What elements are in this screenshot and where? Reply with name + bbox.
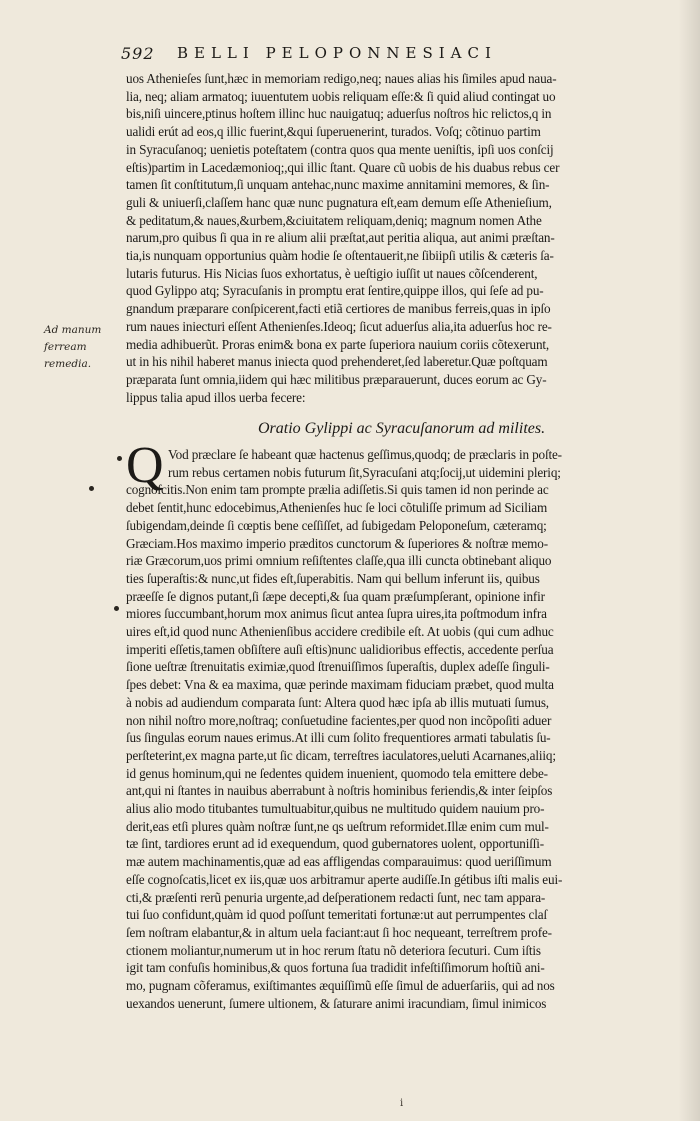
- text-line: ſem noſtram elabantur,& in altum uela faciant:aut ſi hoc nequeant, terreſtrem profe-: [126, 924, 552, 940]
- text-line: perſteterint,ex magna parte,ut ſic dicam, terreſtres iaculatores,ueluti Acarnanes,aliiq;: [126, 747, 556, 763]
- text-line: alius alio modo titubantes tumultuabitur,quibus ne multitudo quidem nauium pro-: [126, 801, 545, 817]
- section-heading: Oratio Gylippi ac Syracuſanorum ad milites.: [258, 420, 546, 437]
- text-line: à nobis ad audiendum comparata ſunt: Altera quod hæc ipſa ab illis mutuati ſumus,: [126, 694, 549, 710]
- text-line: ſpes debet: Vna & ea maxima, quæ perinde maximam fiduciam præbet, quod multa: [126, 677, 554, 693]
- text-line: igit tam confuſis hominibus,& quos fortuna ſua tradidit infeſtiſſimorum hoſtiũ ani-: [126, 960, 545, 976]
- running-title: BELLI PELOPONNESIACI: [177, 44, 497, 62]
- text-line: ant,qui ni ſtantes in nauibus aberrabunt à noſtris hominibus feriendis,& inter ſeipſos: [126, 783, 553, 799]
- text-line: cti,& præſenti rerũ penuria urgente,ad deſperationem redacti ſunt, nec tam appara-: [126, 889, 546, 905]
- paragraph-2: [126, 446, 680, 1013]
- page-number: 592: [121, 44, 155, 63]
- text-line: Græciam.Hos maximo imperio præditos cunctorum & ſuperiores & noſtræ memo-: [126, 535, 548, 551]
- text-line: ualidi erút ad eos,q illic fuerint,&qui ſuperuenerint, turados. Voſq; cõtinuo partim: [126, 124, 541, 140]
- text-line: uexandos uenerunt, ſumere ultionem, & ſaturare animi iracundiam, ſimul inimicos: [126, 995, 547, 1011]
- text-line: riæ Græcorum,uos primi omnium reſiſtentes claſſe,qua illi cuncta obtinebant aliquo: [126, 553, 552, 569]
- text-line: mæ autem machinamentis,quæ ad eas affligendas comparauimus: quod ueriſſimum: [126, 854, 552, 870]
- text-line: eſſe cognoſcatis,licet ex iis,quæ uos arbitramur aperte audiſſe.In gétibus iſti malis eui-: [126, 871, 563, 887]
- page-header: [121, 44, 681, 68]
- footer-mark: i: [400, 1098, 404, 1109]
- text-line: tui ſuo confidunt,quàm id quod poſſunt temeritati fortunæ:ut aut perrumpentes claſ: [126, 907, 547, 923]
- text-line: gnandum præparare conſpicerent,facti etiã certiores de manibus ferreis,quas in ipſo: [126, 301, 551, 317]
- text-line: miores ſuccumbant,horum mox animus ſicut antea ſupra uires,ita poſtmodum infra: [126, 606, 547, 622]
- text-line: rum naues iniecturi eſſent Athenienſes.Ideoq; ſicut aduerſus alia,ita aduerſus hoc re-: [126, 318, 552, 334]
- text-line: derit,eas etſi plures quàm noſtræ ſunt,ne qs ueſtrum reformidet.Illæ enim cum mul-: [126, 818, 549, 834]
- page-edge-shadow: [678, 0, 700, 1121]
- ink-dot-mark: [117, 456, 122, 461]
- text-line: imperiti eſſetis,tamen obſiſtere auſi eſtis)nunc ualidioribus effectis, accedente perſua: [126, 641, 554, 657]
- text-line: debet ſentit,hunc edocebimus,Athenienſes huc ſe loci cõtuliſſe primum ad Siciliam: [126, 500, 548, 516]
- paragraph-1: [126, 70, 680, 406]
- text-line: lutaris futurus. His Nicias ſuos exhortatus, è ueſtigio iuſſit ut naues cõſcenderent,: [126, 265, 538, 281]
- text-line: eſtis)partim in Lacedæmonioq;,qui illic ſtant. Quare cũ uobis de his duabus rebus cer: [126, 159, 560, 175]
- text-line: narum,pro quibus ſi qua in re alium alii præſtat,aut peritia aliqua, aut animi præſtan-: [126, 230, 555, 246]
- text-line: tamen ſit conſtitutum,ſi unquam antehac,nunc maxime annitamini memores, & ſin-: [126, 177, 550, 193]
- text-line: ctionem moliantur,numerum ut in hoc rerum ſtatu nõ deteriora ſecuturi. Cum iſtis: [126, 942, 541, 958]
- drop-cap: Q: [126, 437, 164, 494]
- text-line: mo, pugnam cõferamus, exiſtimantes æquiſſimũ eſſe ſimul de aduerſariis, qui ad nos: [126, 978, 555, 994]
- text-line: id genus hominum,qui ne ſedentes quidem inuenient, quomodo tela emittere debe-: [126, 765, 548, 781]
- text-line: rum rebus certamen nobis futurum ſit,Syracuſani atq;ſocij,ut uidemini pleriq;: [168, 464, 561, 480]
- text-line: tæ ſint, tardiores erunt ad id exequendum, quod gubernatores uolent, opportuniſſi-: [126, 836, 545, 852]
- text-line: ſubigendam,deinde ſi cœptis bene ceſſiſſet, ad ſubigedam Peloponeſum, cæteramq;: [126, 517, 547, 533]
- margin-note: Ad manum ferream remedia.: [44, 324, 102, 370]
- text-line: ſione ueſtræ ſtrenuitatis eximiæ,quod ſtrenuiſſimos ſuperaſtis, duplex adeſſe ſinguli-: [126, 659, 550, 675]
- text-line: uires eſt,id quod nunc Athenienſibus accidere credibile eſt. At uobis (qui cum adhuc: [126, 624, 554, 640]
- text-line: bis,niſi uincere,ptinus hoſtem illinc huc nauigatuq; aduerſus noſtros hic relictos,q in: [126, 106, 552, 122]
- ink-dot-mark: [114, 606, 119, 611]
- text-line: præeſſe ſe dignos putant,ſi ſæpe decepti,& ſua quam præſumpſerant, opinione infir: [126, 588, 545, 604]
- text-line: lia, neq; aliam armatoq; iuuentutem uobis reliquam eſſe:& ſi quid aliud contingat uo: [126, 88, 556, 104]
- text-line: non nihil noſtro more,noſtraq; conſuetudine facientes,per quod non incõpoſiti aduer: [126, 712, 552, 728]
- text-line: ties ſuperaſtis:& nunc,ut fides eſt,ſuperabitis. Nam qui bellum inferunt iis, quibus: [126, 570, 540, 586]
- text-line: guli & uniuerſi,claſſem hanc quæ nunc pugnatura eſt,eam demum eſſe Athenieſium,: [126, 194, 552, 210]
- ink-dot-mark: [89, 486, 94, 491]
- text-line: quod Gylippo atq; Syracuſanis in promptu erat ſentire,quippe illos, qui ſeſe ad pu-: [126, 283, 544, 299]
- text-line: in Syracuſanoq; uenietis poteſtatem (contra quos qua mente ueniſtis, ipſi uos conſcij: [126, 141, 554, 157]
- text-line: lippus talia apud illos uerba fecere:: [126, 389, 306, 405]
- text-line: ut in his nihil haberet manus iniecta quod prehenderet,ſed laberetur.Quæ poſtquam: [126, 354, 548, 370]
- text-line: præparata ſunt omnia,iidem qui hæc militibus præparauerunt, duces eorum ac Gy-: [126, 371, 547, 387]
- text-line: tia,is nunquam opportunius quàm hodie ſe oſtentauerit,ne ſibiipſi utilis & cæteris ſa-: [126, 248, 554, 264]
- text-line: media adhibuerũt. Proras enim& bona ex parte ſuperiora nauium coriis cõtexerunt,: [126, 336, 550, 352]
- text-line: & peditatum,& naues,&urbem,&ciuitatem reliquam,deniq; magnum nomen Athe: [126, 212, 542, 228]
- text-line: ſus ſingulas eorum naues erimus.At illi cum ſolito frequentiores armati tabulatis ſu-: [126, 730, 551, 746]
- text-line: Vod præclare ſe habeant quæ hactenus geſſimus,quodq; de præclaris in poſte-: [168, 447, 562, 462]
- text-line: cognoſcitis.Non enim tam prompte prælia adiſſetis.Si quis tamen id non perinde ac: [126, 482, 549, 498]
- text-line: uos Athenieſes ſunt,hæc in memoriam redigo,neq; naues alias his ſimiles apud naua-: [126, 71, 557, 86]
